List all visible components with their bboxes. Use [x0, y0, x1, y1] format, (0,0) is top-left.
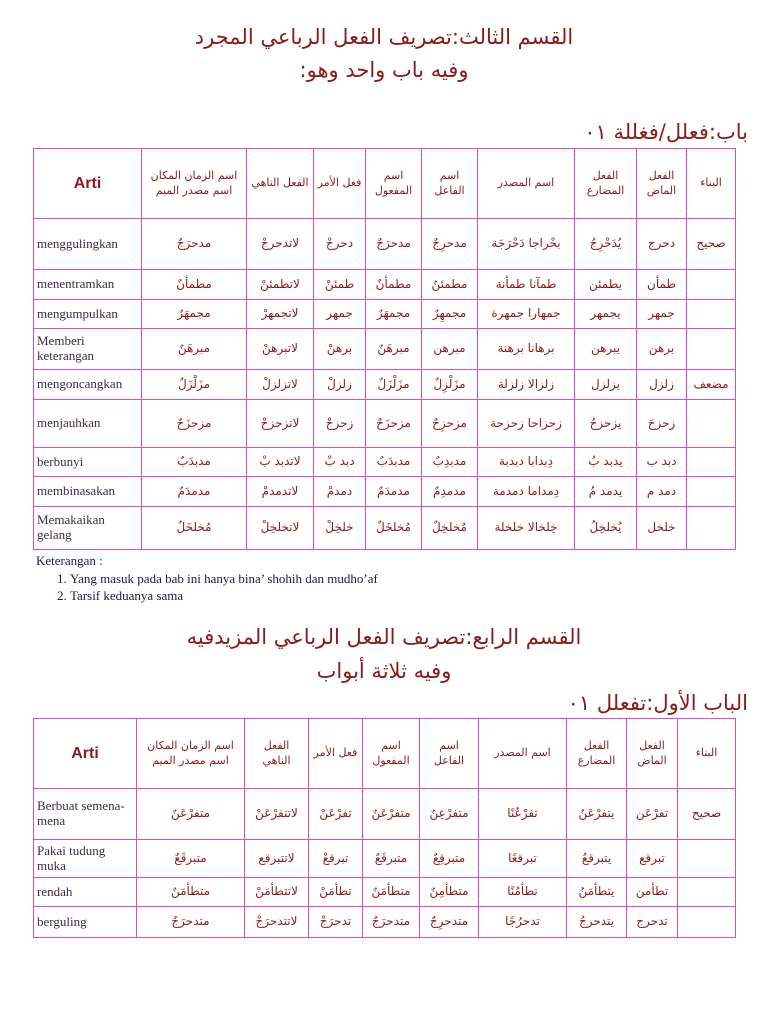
table-row	[34, 789, 736, 840]
cell-fiil-mudhari: يزحزحُ	[575, 400, 637, 448]
cell-bina	[678, 840, 736, 878]
cell-fiil-amr: تطأمَنْ	[309, 878, 363, 907]
cell-fiil-madhi: تفرْعَن	[627, 789, 678, 840]
cell-fiil-mudhari: يدمد مُ	[575, 477, 637, 507]
cell-fiil-amr: دمدمْ	[314, 477, 366, 507]
header-arti: Arti	[34, 149, 142, 219]
table-row	[34, 270, 736, 300]
header-ism-zaman: اسم الزمان المكان اسم مصدر الميم	[137, 719, 245, 789]
table-row	[34, 448, 736, 477]
cell-arti: mengumpulkan	[34, 300, 142, 329]
cell-ism-maful: متدحرَجٌ	[363, 907, 420, 938]
cell-ism-masdar: دِمداما دمدمة	[478, 477, 575, 507]
cell-fiil-madhi: زحزحَ	[637, 400, 687, 448]
cell-fiil-madhi: تدحرج	[627, 907, 678, 938]
cell-arti: mengoncangkan	[34, 370, 142, 400]
table-row	[34, 400, 736, 448]
table-row	[34, 507, 736, 550]
cell-fiil-mudhari: يزلزل	[575, 370, 637, 400]
cell-fiil-nahi: لاتزحزحْ	[247, 400, 314, 448]
table-row	[34, 907, 736, 938]
cell-fiil-mudhari: يتفرْعَنُ	[567, 789, 627, 840]
cell-fiil-nahi: لاتبرهنْ	[247, 329, 314, 370]
cell-fiil-madhi: برهن	[637, 329, 687, 370]
cell-ism-fail: مدمدِمٌ	[422, 477, 478, 507]
cell-fiil-nahi: لاتدبد بْ	[247, 448, 314, 477]
cell-fiil-amr: دحرجْ	[314, 219, 366, 270]
header-ism-masdar: اسم المصدر	[479, 719, 567, 789]
cell-ism-zaman: مزَلْزَلٌ	[142, 370, 247, 400]
cell-bina	[678, 907, 736, 938]
cell-fiil-amr: زحزحْ	[314, 400, 366, 448]
cell-ism-fail: متدحرِجٌ	[420, 907, 479, 938]
cell-bina	[687, 507, 736, 550]
cell-ism-fail: مزَلْزِلٌ	[422, 370, 478, 400]
table-row	[34, 477, 736, 507]
cell-ism-maful: مدمدَمٌ	[366, 477, 422, 507]
cell-fiil-amr: دبد بْ	[314, 448, 366, 477]
header-ism-masdar: اسم المصدر	[478, 149, 575, 219]
section3-title: القسم الثالث:تصريف الفعل الرباعي المجرد	[194, 25, 574, 49]
cell-fiil-madhi: دبد ب	[637, 448, 687, 477]
cell-ism-fail: مبرهن	[422, 329, 478, 370]
cell-ism-zaman: مبرهَنٌ	[142, 329, 247, 370]
cell-bina: صحيح	[678, 789, 736, 840]
cell-fiil-nahi: لاتجمهرْ	[247, 300, 314, 329]
cell-ism-masdar: زحزاحا زحزحة	[478, 400, 575, 448]
section4-subtitle: وفيه ثلاثة أبواب	[316, 659, 452, 683]
table-row	[34, 219, 736, 270]
cell-arti: berguling	[34, 907, 137, 938]
cell-arti: menjauhkan	[34, 400, 142, 448]
cell-fiil-madhi: دحرج	[637, 219, 687, 270]
cell-bina	[687, 448, 736, 477]
header-fiil-amr: فعل الأمر	[309, 719, 363, 789]
header-bina: البناء	[687, 149, 736, 219]
cell-bina: صحيح	[687, 219, 736, 270]
table-fiil-rubai-mujarrad	[33, 148, 736, 550]
cell-bina	[687, 329, 736, 370]
cell-arti: Memberi keterangan	[34, 329, 142, 370]
cell-ism-masdar: برهانا برهنة	[478, 329, 575, 370]
section4-title: القسم الرابع:تصريف الفعل الرباعي المزيدفيه	[186, 625, 582, 649]
cell-fiil-mudhari: يطمئن	[575, 270, 637, 300]
header-ism-fail: اسم الفاعل	[422, 149, 478, 219]
section4-bab: الباب الأول:تفعلل ٠١	[567, 691, 748, 715]
table-fiil-rubai-mazid	[33, 718, 736, 938]
table-header-row	[34, 719, 736, 789]
header-ism-fail: اسم الفاعل	[420, 719, 479, 789]
cell-fiil-madhi: طمأن	[637, 270, 687, 300]
cell-fiil-amr: تدحرَجْ	[309, 907, 363, 938]
cell-ism-fail: مطمئنٌ	[422, 270, 478, 300]
cell-ism-maful: مُخلخَلٌ	[366, 507, 422, 550]
table-row	[34, 840, 736, 878]
cell-ism-fail: مجمهِرٌ	[422, 300, 478, 329]
cell-arti: Memakaikan gelang	[34, 507, 142, 550]
section3-bab: باب:فعلل/فغللة ٠١	[584, 120, 748, 144]
cell-ism-zaman: مدحرَجٌ	[142, 219, 247, 270]
cell-ism-maful: مجمهَرٌ	[366, 300, 422, 329]
cell-arti: menentramkan	[34, 270, 142, 300]
cell-ism-masdar: طمآنا طمأنة	[478, 270, 575, 300]
cell-ism-masdar: تبرقعًا	[479, 840, 567, 878]
header-fiil-mudhari: الفعل المضارع	[567, 719, 627, 789]
header-arti: Arti	[34, 719, 137, 789]
cell-fiil-amr: تبرقعْ	[309, 840, 363, 878]
cell-ism-fail: متبرقِعٌ	[420, 840, 479, 878]
cell-ism-maful: مدحرَجٌ	[366, 219, 422, 270]
table-row	[34, 300, 736, 329]
cell-ism-maful: مزحزَحٌ	[366, 400, 422, 448]
cell-fiil-nahi: لاتتبرقع	[245, 840, 309, 878]
cell-fiil-mudhari: يبرهن	[575, 329, 637, 370]
table-row	[34, 370, 736, 400]
cell-ism-masdar: تفرْعُنًا	[479, 789, 567, 840]
cell-ism-zaman: مدمدَمٌ	[142, 477, 247, 507]
header-ism-maful: اسم المفعول	[366, 149, 422, 219]
cell-fiil-madhi: تطأمن	[627, 878, 678, 907]
cell-ism-zaman: متفرْعَنٌ	[137, 789, 245, 840]
cell-ism-zaman: متبرقَعٌ	[137, 840, 245, 878]
cell-fiil-madhi: خلخل	[637, 507, 687, 550]
cell-ism-fail: متفرْعِنٌ	[420, 789, 479, 840]
cell-ism-zaman: مُخلخَلٌ	[142, 507, 247, 550]
cell-fiil-nahi: لاتتطأمَنْ	[245, 878, 309, 907]
cell-fiil-nahi: لاتتفرْعَنْ	[245, 789, 309, 840]
cell-ism-masdar: خِلخالا خلخلة	[478, 507, 575, 550]
cell-fiil-mudhari: يُدَحْرِجُ	[575, 219, 637, 270]
header-fiil-madhi: الفعل الماض	[627, 719, 678, 789]
cell-ism-masdar: بحْراجا دَحْرَجَة	[478, 219, 575, 270]
cell-arti: menggulingkan	[34, 219, 142, 270]
cell-ism-masdar: دِبدابا دبدبة	[478, 448, 575, 477]
cell-arti: membinasakan	[34, 477, 142, 507]
cell-ism-masdar: جمهارا جمهرة	[478, 300, 575, 329]
cell-fiil-nahi: لاتخلخِلْ	[247, 507, 314, 550]
header-fiil-nahi: الفعل الناهي	[245, 719, 309, 789]
cell-ism-zaman: مطمأنٌ	[142, 270, 247, 300]
cell-arti: berbunyi	[34, 448, 142, 477]
cell-ism-maful: متفرْعَنٌ	[363, 789, 420, 840]
cell-ism-masdar: تطأمُنًا	[479, 878, 567, 907]
cell-ism-zaman: مجمهَرٌ	[142, 300, 247, 329]
cell-fiil-mudhari: يجمهر	[575, 300, 637, 329]
cell-arti: rendah	[34, 878, 137, 907]
cell-ism-zaman: متطأمَنٌ	[137, 878, 245, 907]
cell-bina	[687, 270, 736, 300]
cell-fiil-nahi: لاتدحرجْ	[247, 219, 314, 270]
cell-ism-maful: مطمأنٌ	[366, 270, 422, 300]
cell-fiil-amr: خلخِلْ	[314, 507, 366, 550]
cell-fiil-nahi: لاتزلزلْ	[247, 370, 314, 400]
header-fiil-madhi: الفعل الماض	[637, 149, 687, 219]
cell-fiil-mudhari: يدبد بُ	[575, 448, 637, 477]
cell-ism-maful: مدبدَبٌ	[366, 448, 422, 477]
cell-fiil-mudhari: يتبرقعُ	[567, 840, 627, 878]
cell-fiil-mudhari: يُخلخِلُ	[575, 507, 637, 550]
cell-ism-maful: مزَلْزَلٌ	[366, 370, 422, 400]
cell-ism-masdar: تدحرُجًا	[479, 907, 567, 938]
header-ism-maful: اسم المفعول	[363, 719, 420, 789]
cell-ism-zaman: مزحزَحٌ	[142, 400, 247, 448]
cell-bina: مضعف	[687, 370, 736, 400]
cell-ism-fail: مدبدِبٌ	[422, 448, 478, 477]
cell-fiil-amr: تفرْعَنْ	[309, 789, 363, 840]
cell-fiil-amr: طمئنْ	[314, 270, 366, 300]
notes	[36, 553, 378, 605]
cell-ism-zaman: مدبدَبٌ	[142, 448, 247, 477]
cell-ism-maful: متطأمَنٌ	[363, 878, 420, 907]
cell-bina	[687, 300, 736, 329]
cell-arti: Pakai tudung muka	[34, 840, 137, 878]
cell-fiil-nahi: لاتدمدمْ	[247, 477, 314, 507]
cell-fiil-nahi: لاتطمئنْ	[247, 270, 314, 300]
cell-fiil-amr: جمهر	[314, 300, 366, 329]
cell-ism-masdar: زلزالا زلزلة	[478, 370, 575, 400]
cell-fiil-madhi: دمد م	[637, 477, 687, 507]
section3-subtitle: وفيه باب واحد وهو:	[299, 58, 469, 82]
cell-fiil-madhi: جمهر	[637, 300, 687, 329]
notes-list	[36, 571, 378, 605]
cell-ism-fail: مُخلخِلٌ	[422, 507, 478, 550]
table-row	[34, 329, 736, 370]
header-fiil-nahi: الفعل الناهي	[247, 149, 314, 219]
cell-fiil-madhi: زلزل	[637, 370, 687, 400]
cell-fiil-amr: زلزلْ	[314, 370, 366, 400]
notes-item: 2. Tarsif keduanya sama	[70, 588, 378, 605]
table-header-row	[34, 149, 736, 219]
cell-ism-fail: متطأمِنٌ	[420, 878, 479, 907]
cell-ism-zaman: متدحرَجٌ	[137, 907, 245, 938]
notes-label: Keterangan :	[36, 553, 103, 568]
cell-ism-fail: مزحزِحٌ	[422, 400, 478, 448]
header-bina: البناء	[678, 719, 736, 789]
cell-fiil-amr: برهنْ	[314, 329, 366, 370]
cell-ism-maful: مبرهَنٌ	[366, 329, 422, 370]
header-fiil-mudhari: الفعل المضارع	[575, 149, 637, 219]
header-fiil-amr: فعل الأمر	[314, 149, 366, 219]
notes-item: 1. Yang masuk pada bab ini hanya bina’ shohih dan mudho’af	[70, 571, 378, 588]
cell-fiil-nahi: لاتتدحرَجْ	[245, 907, 309, 938]
cell-fiil-mudhari: يتطأمَنُ	[567, 878, 627, 907]
table-row	[34, 878, 736, 907]
cell-bina	[678, 878, 736, 907]
cell-ism-maful: متبرقَعٌ	[363, 840, 420, 878]
cell-bina	[687, 477, 736, 507]
cell-bina	[687, 400, 736, 448]
cell-fiil-mudhari: يتدحرجُ	[567, 907, 627, 938]
cell-arti: Berbuat semena-mena	[34, 789, 137, 840]
header-ism-zaman: اسم الزمان المكان اسم مصدر الميم	[142, 149, 247, 219]
cell-fiil-madhi: تبرقع	[627, 840, 678, 878]
cell-ism-fail: مدحرِجٌ	[422, 219, 478, 270]
